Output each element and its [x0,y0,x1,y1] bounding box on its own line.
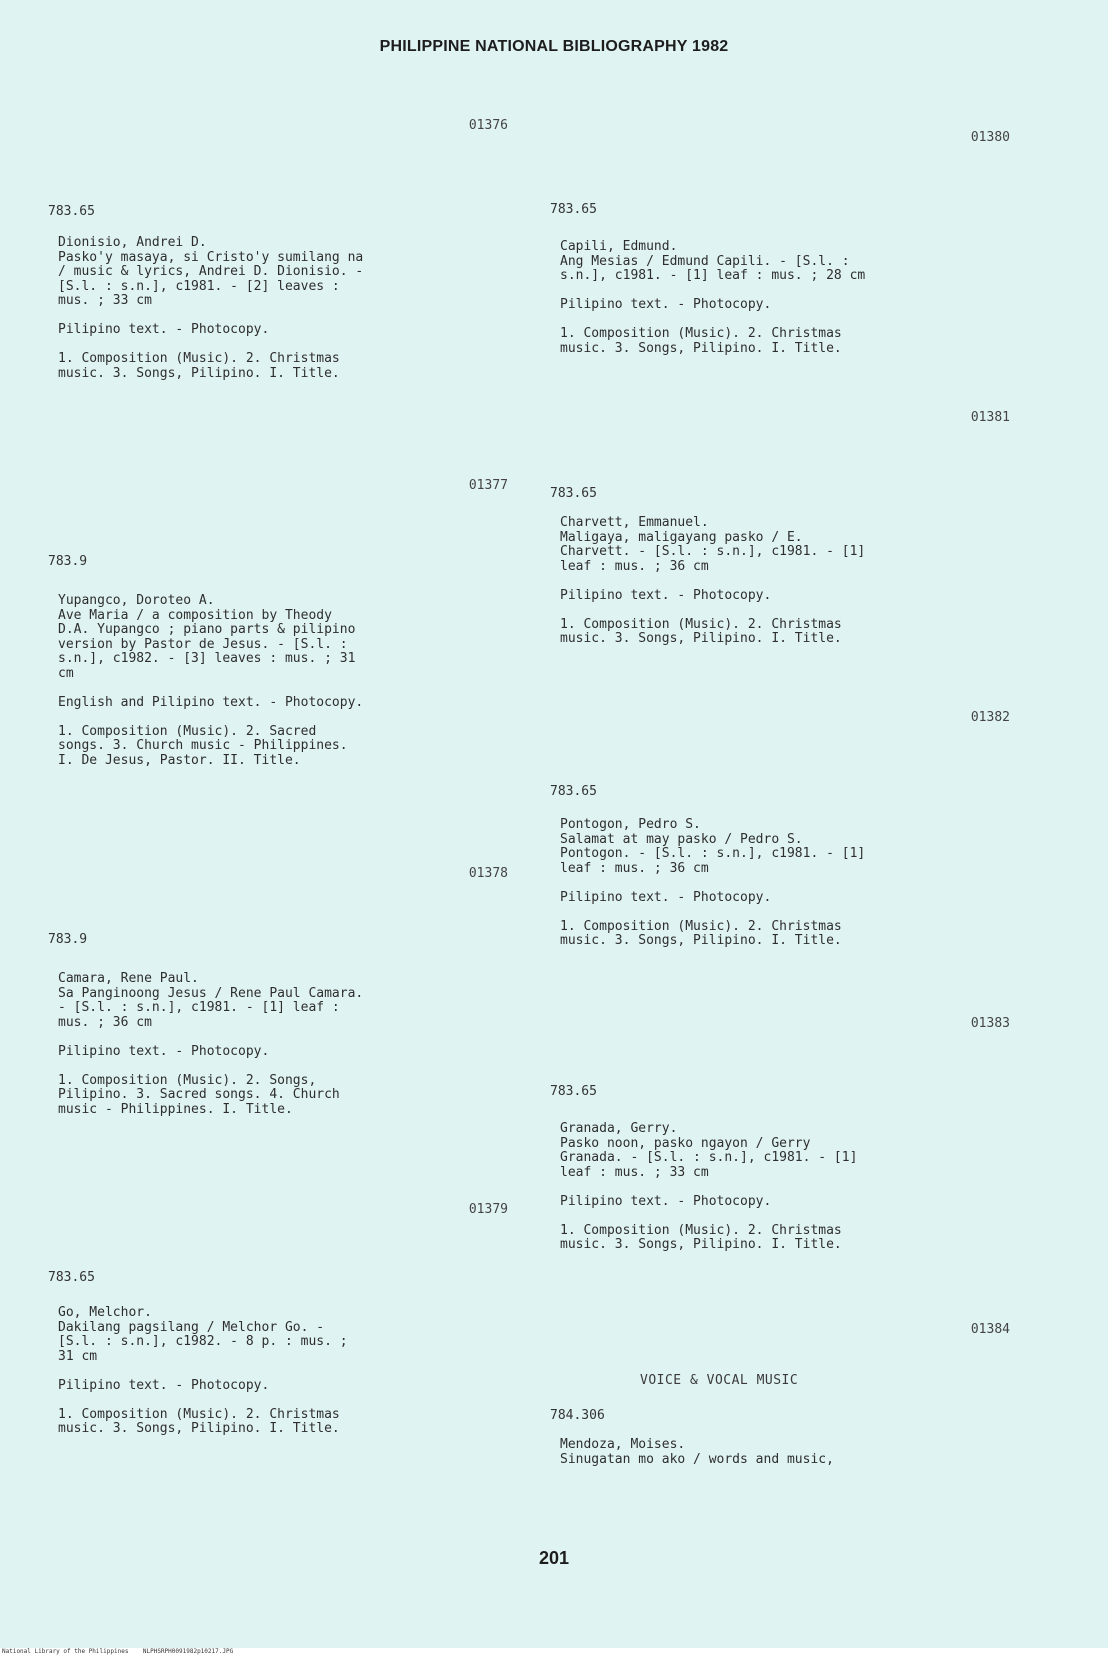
entry-number: 01381 [970,410,1010,425]
entry-number: 01377 [468,478,508,493]
entry-body: Dionisio, Andrei D. Pasko'y masaya, si Cristo'y sumilang na / music & lyrics, Andrei D. Dionisio. - [S.l. : s.n.], c1981. - [2] leaves : mus. ; 33 cm Pilipino text. - Photocopy. 1. Composition (Music). 2. Christmas music. 3. Songs, Pilipino. I. Title. [58,235,364,381]
entry-body: Camara, Rene Paul. Sa Panginoong Jesus / Rene Paul Camara. - [S.l. : s.n.], c1981. - [1] leaf : mus. ; 36 cm Pilipino text. - Photocopy. 1. Composition (Music). 2. Songs, Pilipino. 3. Sacred songs. 4. Church music - Philippines. I. Title. [58,971,364,1117]
entry-number: 01376 [468,118,508,133]
entry-body: Charvett, Emmanuel. Maligaya, maligayang pasko / E. Charvett. - [S.l. : s.n.], c1981. - [1] leaf : mus. ; 36 cm Pilipino text. - Photocopy. 1. Composition (Music). 2. Christmas music. 3. Songs, Pilipino. I. Title. [560,515,866,646]
entry-body: Yupangco, Doroteo A. Ave Maria / a composition by Theody D.A. Yupangco ; piano parts & pilipino version by Pastor de Jesus. - [S.l. : s.n.], c1982. - [3] leaves : mus. ; 31 cm English and Pilipino text. - Photocopy. 1. Composition (Music). 2. Sacred songs. 3. Church music - Philippines. I. De Jesus, Pastor. II. Title. [58,593,364,768]
class-number: 783.65 [550,486,597,501]
entry-number: 01378 [468,866,508,881]
class-number: 783.65 [550,784,597,799]
section-heading: VOICE & VOCAL MUSIC [640,1373,799,1388]
class-number: 783.9 [48,554,88,569]
page-title: PHILIPPINE NATIONAL BIBLIOGRAPHY 1982 [379,38,729,55]
entry-body: Pontogon, Pedro S. Salamat at may pasko / Pedro S. Pontogon. - [S.l. : s.n.], c1981. - [1] leaf : mus. ; 36 cm Pilipino text. - Photocopy. 1. Composition (Music). 2. Christmas music. 3. Songs, Pilipino. I. Title. [560,817,866,948]
entry-number: 01383 [970,1016,1010,1031]
entry-number: 01379 [468,1202,508,1217]
scan-footer: National Library of the Philippines NLPHSRPH0091982p10217.JPG [2,1648,234,1655]
entry-number: 01382 [970,710,1010,725]
entry-number: 01384 [970,1322,1010,1337]
page-number: 201 [538,1548,570,1568]
entry-number: 01380 [970,130,1010,145]
class-number: 784.306 [550,1408,605,1423]
class-number: 783.65 [48,1270,95,1285]
entry-body: Mendoza, Moises. Sinugatan mo ako / words and music, [560,1437,834,1467]
class-number: 783.65 [550,202,597,217]
entry-body: Capili, Edmund. Ang Mesias / Edmund Capili. - [S.l. : s.n.], c1981. - [1] leaf : mus. ; 28 cm Pilipino text. - Photocopy. 1. Composition (Music). 2. Christmas music. 3. Songs, Pilipino. I. Title. [560,239,866,356]
class-number: 783.9 [48,932,88,947]
class-number: 783.65 [48,204,95,219]
class-number: 783.65 [550,1084,597,1099]
entry-body: Granada, Gerry. Pasko noon, pasko ngayon / Gerry Granada. - [S.l. : s.n.], c1981. - [1] leaf : mus. ; 33 cm Pilipino text. - Photocopy. 1. Composition (Music). 2. Christmas music. 3. Songs, Pilipino. I. Title. [560,1121,858,1252]
entry-body: Go, Melchor. Dakilang pagsilang / Melchor Go. - [S.l. : s.n.], c1982. - 8 p. : mus. ; 31 cm Pilipino text. - Photocopy. 1. Composition (Music). 2. Christmas music. 3. Songs, Pilipino. I. Title. [58,1305,348,1436]
